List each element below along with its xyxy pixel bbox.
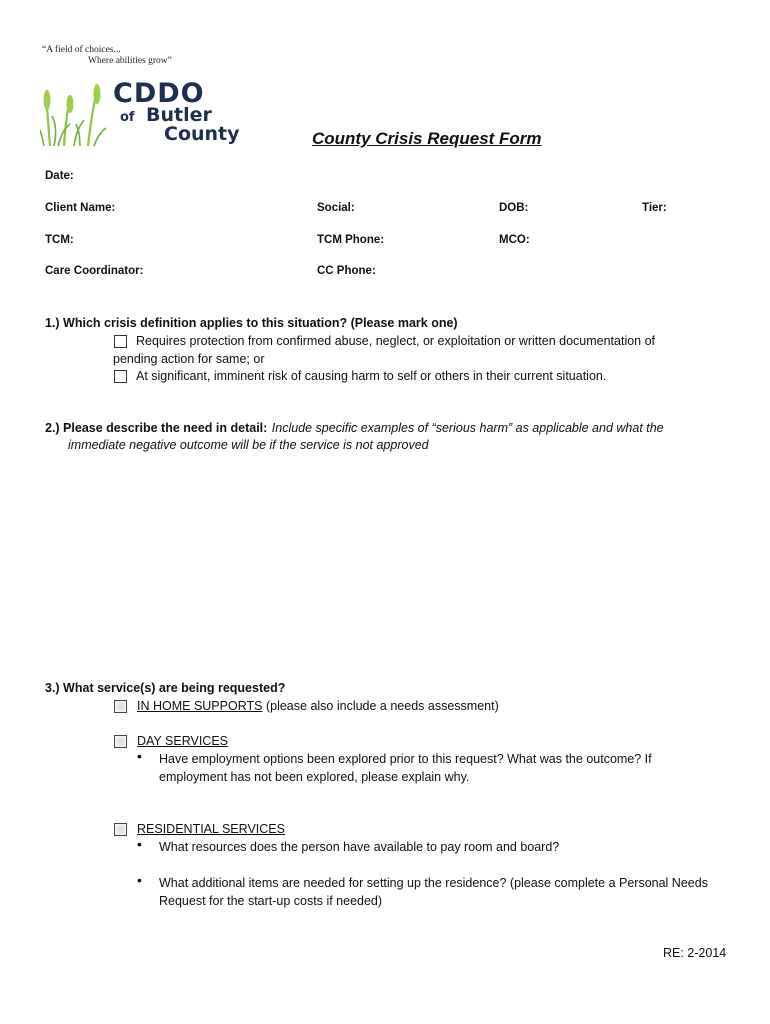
day-bullet-icon: • [137, 748, 142, 764]
q2-instruction-line2: immediate negative outcome will be if the service is not approved [68, 438, 429, 452]
in-home-supports-note: (please also include a needs assessment) [265, 699, 499, 713]
q1-option1-checkbox[interactable] [114, 335, 127, 348]
q2-question-line [45, 419, 664, 437]
q1-option1-text-line2: pending action for same; or [113, 352, 265, 366]
care-coordinator-label: Care Coordinator: [45, 265, 144, 277]
q1-question: 1.) Which crisis definition applies to this situation? (Please mark one) [45, 316, 458, 330]
logo-of-text: of [120, 110, 135, 125]
tcm-phone-label: TCM Phone: [317, 234, 385, 246]
in-home-supports-row [137, 697, 499, 715]
residential-services-checkbox[interactable] [114, 823, 127, 836]
date-label: Date: [45, 170, 74, 182]
tier-label: Tier: [642, 202, 667, 214]
tagline-line1: “A field of choices... [42, 45, 121, 55]
res-bullet2-icon: • [137, 872, 142, 888]
q1-option1-text-line1: Requires protection from confirmed abuse, neglect, or exploitation or written documentation of [136, 334, 656, 348]
cattail-logo-icon [40, 80, 110, 148]
day-services-checkbox[interactable] [114, 735, 127, 748]
logo-county-text: County [164, 123, 240, 145]
in-home-supports-label: IN HOME SUPPORTS [137, 699, 263, 713]
q2-instruction-line1: Include specific examples of “serious harm” as applicable and what the [271, 421, 664, 435]
revision-code: RE: 2-2014 [663, 946, 727, 960]
day-services-label: DAY SERVICES [137, 734, 229, 748]
res-bullet1-text: What resources does the person have available to pay room and board? [159, 840, 560, 854]
tcm-label: TCM: [45, 234, 74, 246]
residential-services-label: RESIDENTIAL SERVICES [137, 822, 285, 836]
day-bullet-text-line2: employment has not been explored, please explain why. [159, 770, 470, 784]
q3-question: 3.) What service(s) are being requested? [45, 681, 286, 695]
client-name-label: Client Name: [45, 202, 116, 214]
mco-label: MCO: [499, 234, 530, 246]
q2-answer-area[interactable] [45, 460, 725, 670]
logo-butler-text: Butler [146, 104, 212, 126]
res-bullet1-icon: • [137, 836, 142, 852]
res-bullet2-text-line1: What additional items are needed for setting up the residence? (please complete a Personal Needs [159, 876, 708, 890]
in-home-supports-checkbox[interactable] [114, 700, 127, 713]
day-bullet-text-line1: Have employment options been explored prior to this request? What was the outcome? If [159, 752, 652, 766]
tagline-line2: Where abilities grow” [88, 56, 172, 66]
social-label: Social: [317, 202, 355, 214]
cc-phone-label: CC Phone: [317, 265, 376, 277]
logo-cddo-text: CDDO [113, 78, 205, 109]
res-bullet2-text-line2: Request for the start-up costs if needed) [159, 894, 383, 908]
form-title: County Crisis Request Form [312, 129, 542, 148]
q1-option2-text: At significant, imminent risk of causing harm to self or others in their current situation. [136, 369, 607, 383]
q2-question: 2.) Please describe the need in detail: [45, 421, 268, 435]
q1-option2-checkbox[interactable] [114, 370, 127, 383]
dob-label: DOB: [499, 202, 529, 214]
